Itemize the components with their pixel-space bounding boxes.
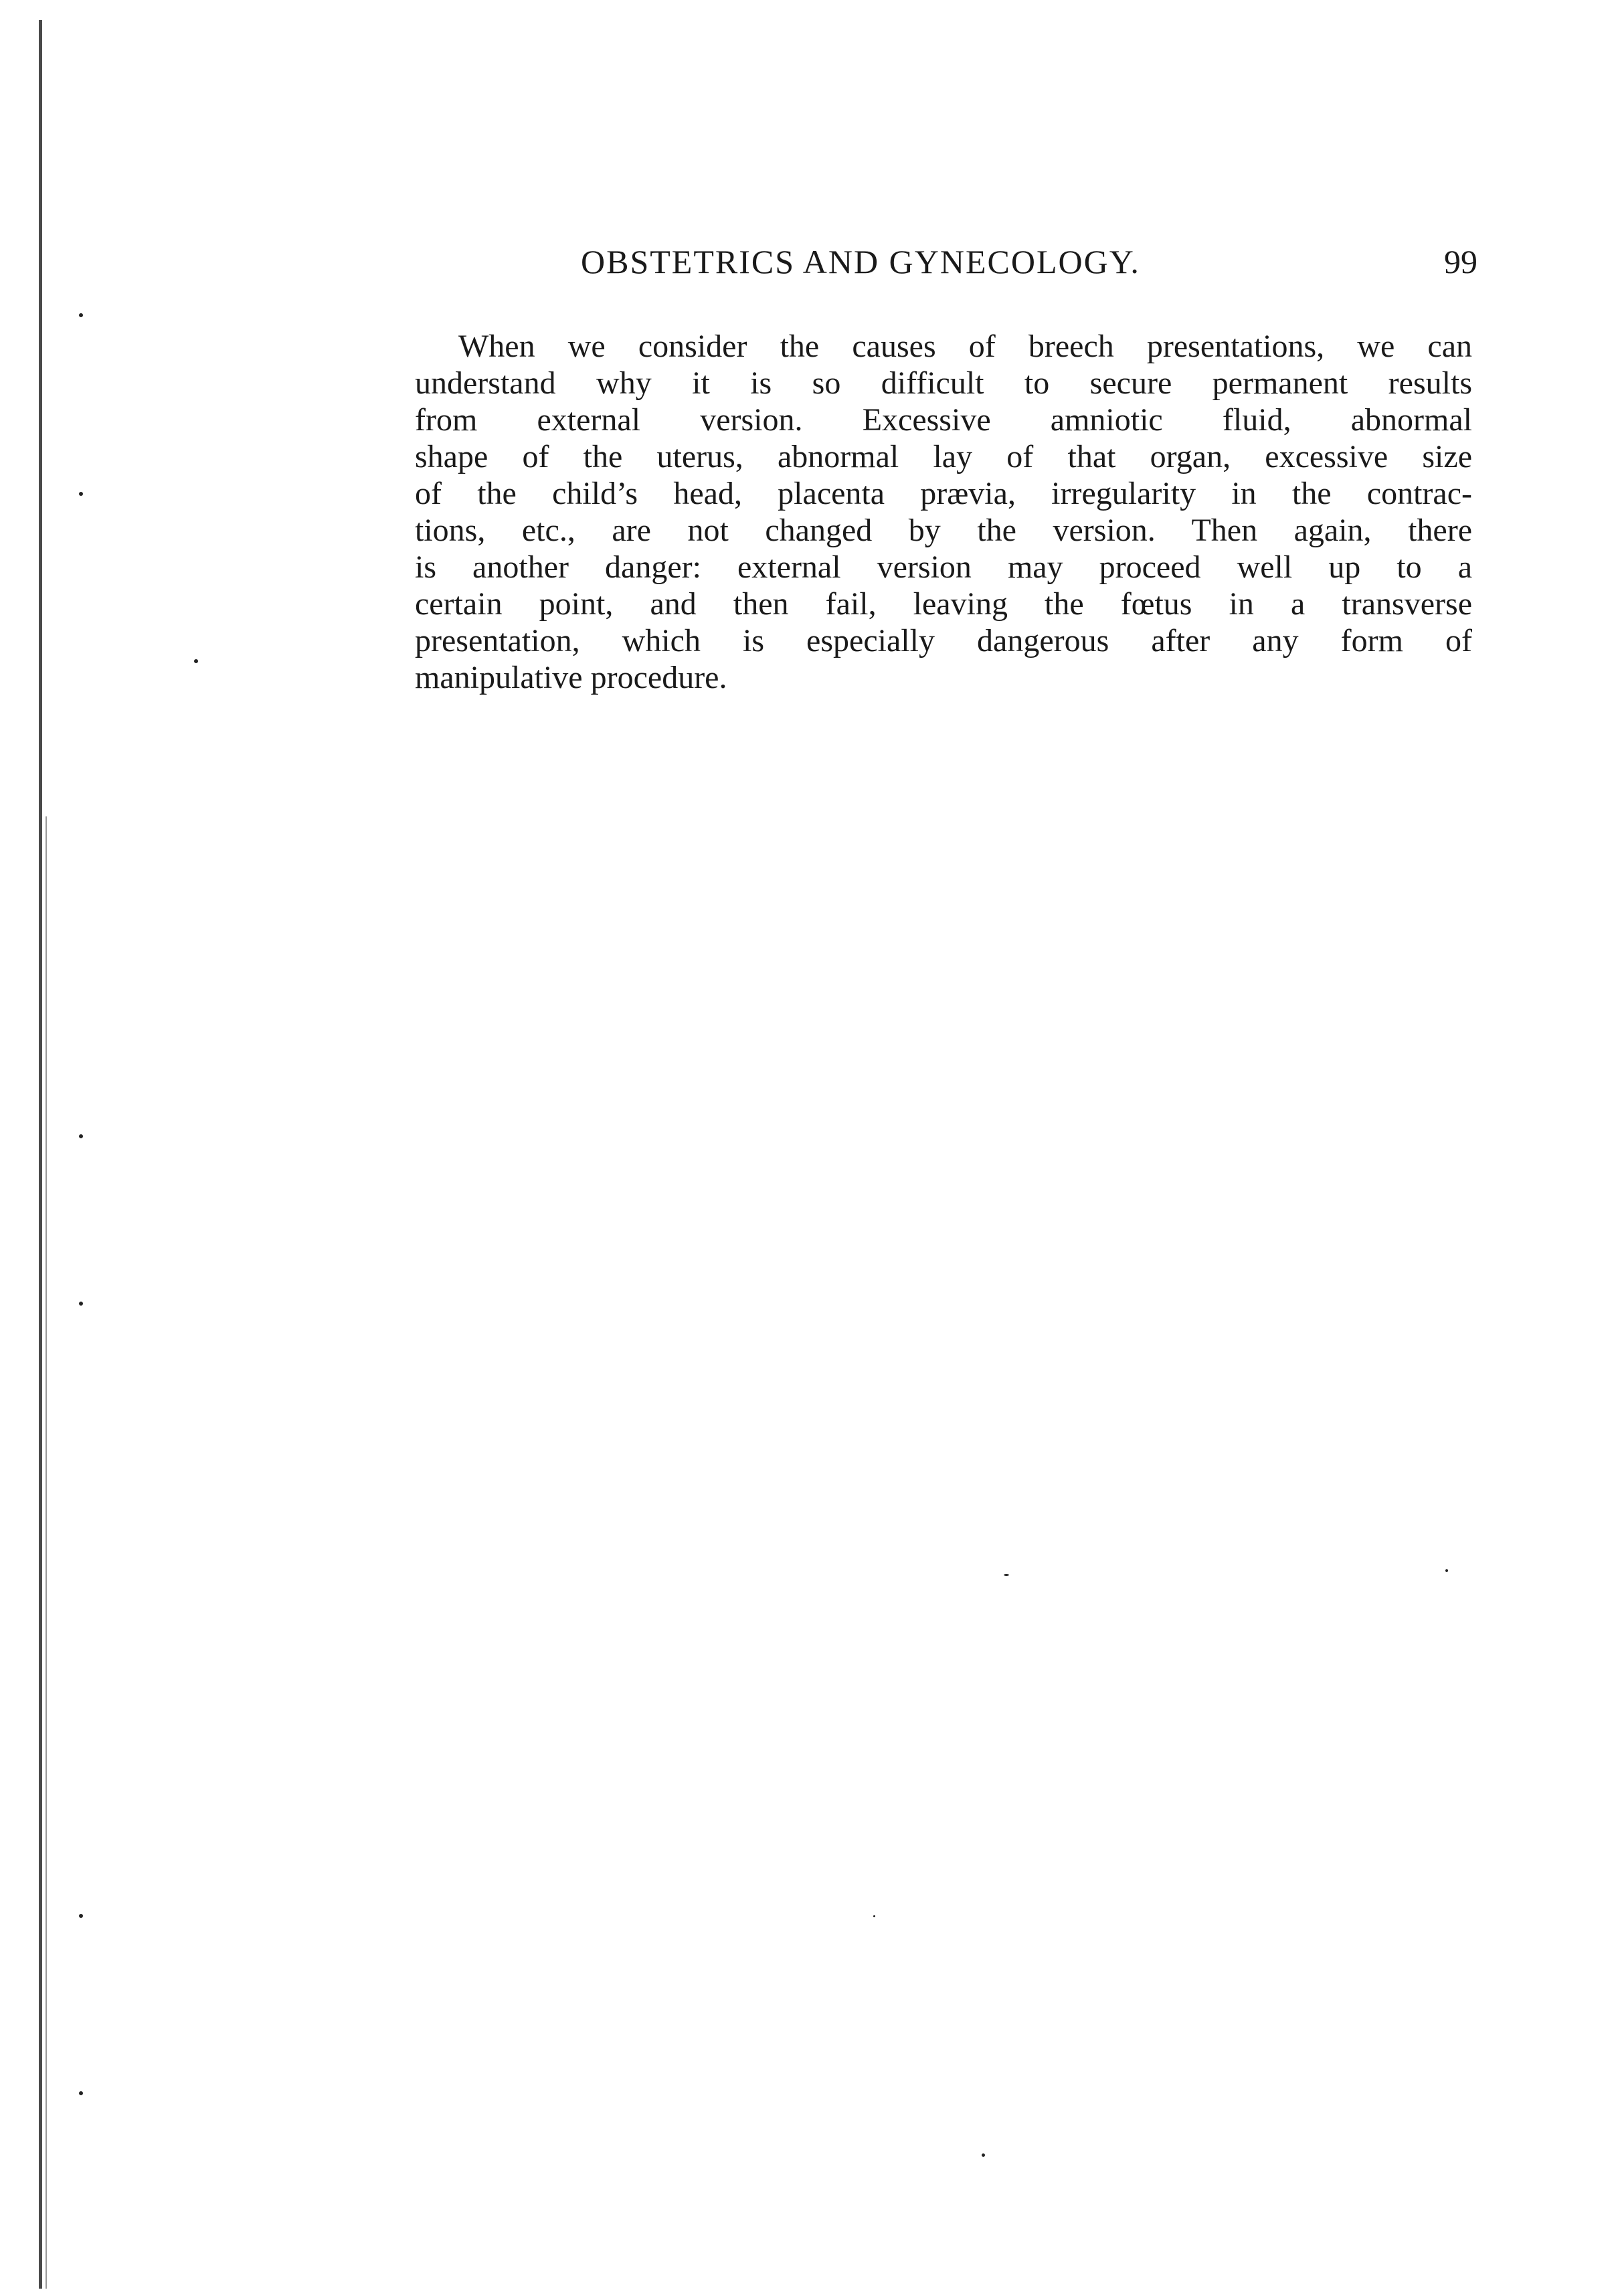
scan-speck — [79, 1134, 83, 1138]
scan-speck — [79, 2091, 83, 2095]
running-title: OBSTETRICS AND GYNECOLOGY. — [581, 243, 1140, 280]
scan-speck — [1004, 1574, 1009, 1576]
scan-speck — [194, 659, 198, 663]
page-binding-edge — [39, 20, 42, 2289]
scan-speck — [79, 492, 83, 496]
scan-speck — [79, 1914, 83, 1918]
paragraph-line: tions, etc., are not changed by the version. Then again, there — [415, 513, 1472, 548]
paragraph-line: presentation, which is especially dangerous after any form of — [415, 623, 1472, 658]
scan-speck — [79, 313, 83, 317]
paragraph-line: understand why it is so difficult to secure permanent results — [415, 365, 1472, 401]
paragraph-line: certain point, and then fail, leaving the fœtus in a transverse — [415, 586, 1472, 622]
paragraph-line: shape of the uterus, abnormal lay of that organ, excessive size — [415, 439, 1472, 474]
body-paragraph — [415, 328, 1472, 696]
paragraph-line: manipulative procedure. — [415, 660, 727, 695]
scan-speck — [79, 1302, 83, 1306]
paragraph-line: When we consider the causes of breech presentations, we can — [458, 329, 1472, 364]
paragraph-line: of the child’s head, placenta prævia, irregularity in the contrac- — [415, 476, 1472, 511]
page-number: 99 — [1444, 243, 1477, 280]
paragraph-line: is another danger: external version may proceed well up to a — [415, 549, 1472, 585]
paragraph-line: from external version. Excessive amniotic fluid, abnormal — [415, 402, 1472, 438]
scan-speck — [1445, 1569, 1448, 1572]
page-binding-shadow — [46, 816, 47, 2289]
scan-speck — [982, 2153, 985, 2157]
running-head — [581, 242, 1477, 289]
scan-speck — [873, 1915, 875, 1917]
